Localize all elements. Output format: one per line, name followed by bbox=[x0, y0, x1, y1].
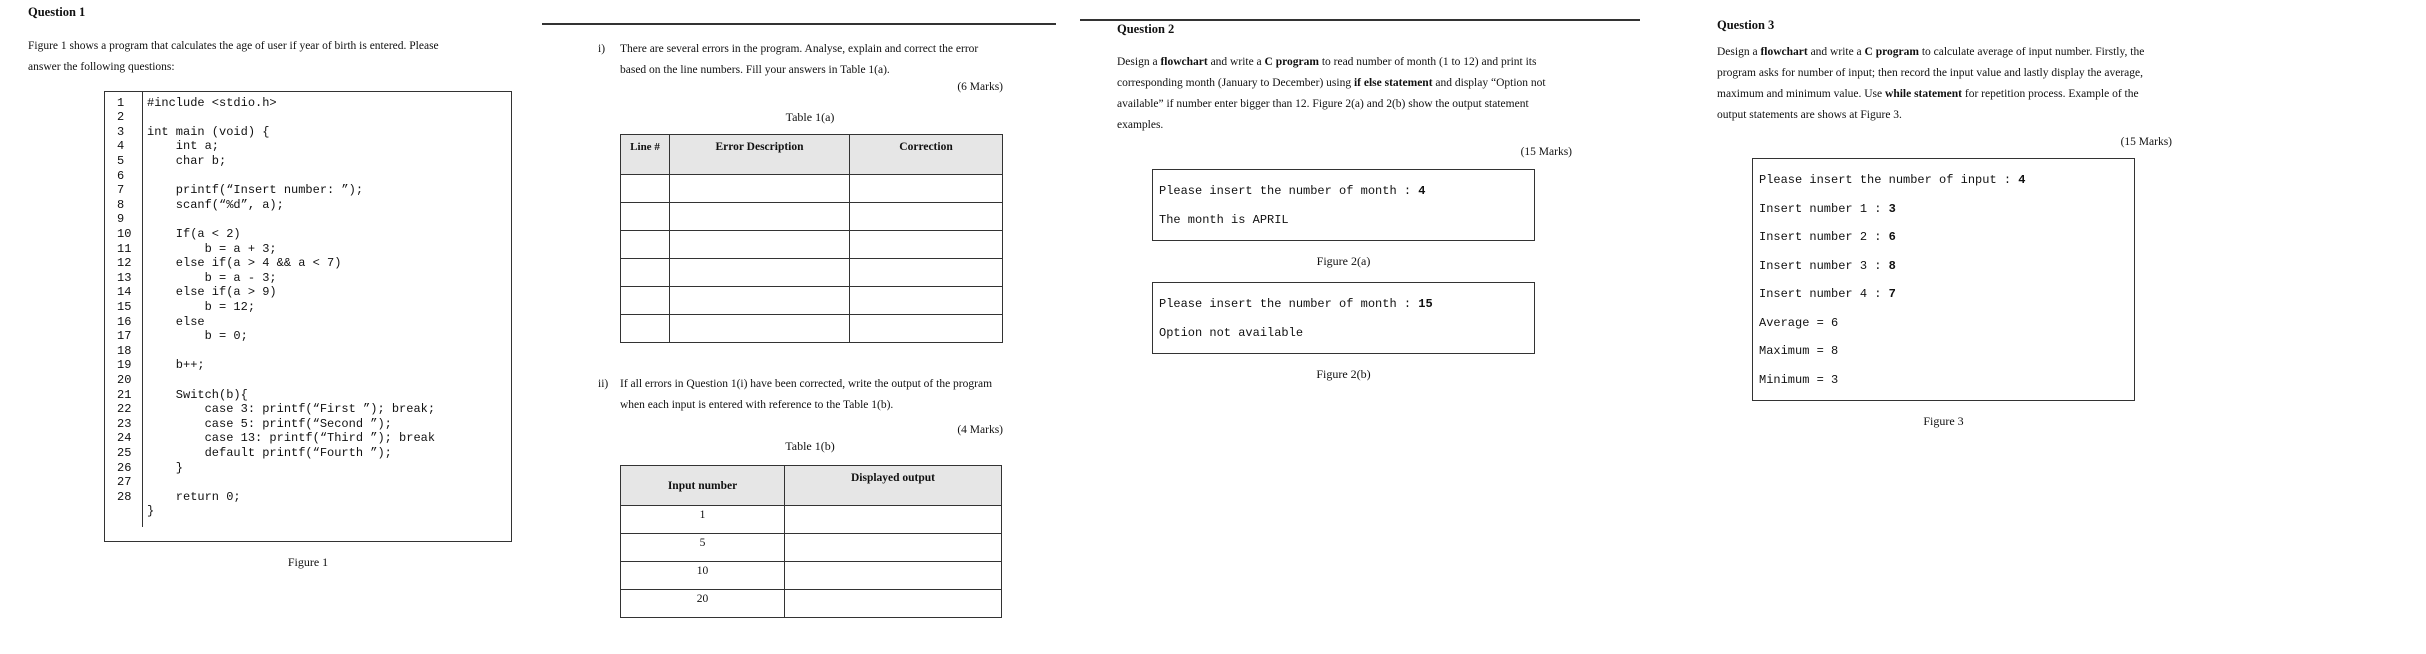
answer-cell[interactable] bbox=[670, 259, 850, 287]
figure-3-minimum: Minimum = 3 bbox=[1759, 373, 1839, 387]
q2-marks: (15 Marks) bbox=[1520, 146, 1572, 158]
q3-line3: maximum and minimum value. Use while statement for repetition process. Example of the bbox=[1717, 88, 2139, 100]
answer-cell[interactable] bbox=[621, 259, 670, 287]
code-line-number: 26 bbox=[117, 460, 132, 475]
code-line-text: b = a + 3; bbox=[147, 241, 277, 256]
q2-line4: examples. bbox=[1117, 119, 1164, 131]
q1-part-ii-line2: when each input is entered with reference to the Table 1(b). bbox=[620, 399, 894, 411]
code-line-number: 22 bbox=[117, 402, 132, 417]
table-1a-row bbox=[621, 259, 1003, 287]
code-line-text: If(a < 2) bbox=[147, 226, 241, 241]
q1-part-i-line2: based on the line numbers. Fill your answers in Table 1(a). bbox=[620, 64, 890, 76]
table-1b-row bbox=[621, 506, 1002, 534]
table-1b-header-input: Input number bbox=[621, 466, 785, 506]
q3-line4: output statements are shows at Figure 3. bbox=[1717, 109, 1902, 121]
table-1a-row bbox=[621, 175, 1003, 203]
q3-heading: Question 3 bbox=[1717, 18, 1775, 32]
q3-line1: Design a flowchart and write a C program to calculate average of input number. Firstly, the bbox=[1717, 46, 2145, 58]
table-1b bbox=[620, 465, 1002, 618]
figure-3-caption: Figure 3 bbox=[1923, 414, 1964, 428]
table-1a-row bbox=[621, 203, 1003, 231]
answer-cell[interactable] bbox=[850, 259, 1003, 287]
code-line-number: 7 bbox=[117, 183, 125, 198]
q2-line3: available” if number enter bigger than 12. Figure 2(a) and 2(b) show the output statement bbox=[1117, 98, 1529, 110]
figure-2b-output-box bbox=[1152, 282, 1535, 354]
code-line-text: } bbox=[147, 504, 155, 519]
code-line-text: else bbox=[147, 314, 205, 329]
code-line-number: 19 bbox=[117, 358, 132, 373]
output-answer-cell[interactable] bbox=[785, 590, 1002, 618]
code-line-number: 16 bbox=[117, 314, 132, 329]
code-line-number: 3 bbox=[117, 124, 125, 139]
table-1a-row bbox=[621, 231, 1003, 259]
figure-3-maximum: Maximum = 8 bbox=[1759, 344, 1839, 358]
code-line-number: 4 bbox=[117, 139, 125, 154]
figure-2a-result: The month is APRIL bbox=[1159, 213, 1289, 227]
code-line-text: char b; bbox=[147, 153, 227, 168]
code-line-number: 11 bbox=[117, 241, 132, 256]
code-line-text: case 13: printf(“Third ”); break bbox=[147, 431, 436, 446]
code-line-text: else if(a > 4 && a < 7) bbox=[147, 256, 342, 271]
code-line-text: b = 0; bbox=[147, 329, 248, 344]
answer-cell[interactable] bbox=[670, 231, 850, 259]
figure-2a-caption: Figure 2(a) bbox=[1316, 254, 1371, 268]
figure-1-caption: Figure 1 bbox=[287, 555, 329, 569]
table-1b-row bbox=[621, 534, 1002, 562]
q2-line1: Design a flowchart and write a C program to read number of month (1 to 12) and print its bbox=[1117, 56, 1537, 68]
code-line-number: 25 bbox=[117, 445, 132, 460]
q1-part-ii-marks: (4 Marks) bbox=[957, 424, 1003, 436]
answer-cell[interactable] bbox=[621, 231, 670, 259]
code-line-text: int main (void) { bbox=[147, 124, 270, 139]
code-line-number: 6 bbox=[117, 168, 125, 183]
q2-heading: Question 2 bbox=[1117, 22, 1175, 36]
code-line-text: Switch(b){ bbox=[147, 387, 248, 402]
q1-part-i-label: i) bbox=[598, 43, 606, 55]
output-answer-cell[interactable] bbox=[785, 562, 1002, 590]
input-number-cell: 20 bbox=[621, 590, 785, 618]
q1-part-ii-line1: If all errors in Question 1(i) have been corrected, write the output of the program bbox=[620, 378, 993, 390]
code-line-number: 17 bbox=[117, 329, 132, 344]
code-line-text: printf(“Insert number: ”); bbox=[147, 183, 364, 198]
table-1b-row bbox=[621, 590, 1002, 618]
code-line-number: 20 bbox=[117, 372, 132, 387]
answer-cell[interactable] bbox=[621, 287, 670, 315]
code-line-text: else if(a > 9) bbox=[147, 285, 277, 300]
code-line-number: 15 bbox=[117, 299, 132, 314]
code-line-number: 23 bbox=[117, 416, 132, 431]
answer-cell[interactable] bbox=[670, 203, 850, 231]
figure-3-prompt: Please insert the number of input : 4 bbox=[1759, 173, 2026, 187]
code-line-number: 1 bbox=[117, 95, 125, 110]
code-line-divider bbox=[142, 92, 143, 527]
answer-cell[interactable] bbox=[621, 315, 670, 343]
figure-2b-caption: Figure 2(b) bbox=[1316, 367, 1371, 381]
figure-2a-output-box bbox=[1152, 169, 1535, 241]
code-line-number: 2 bbox=[117, 110, 125, 125]
answer-cell[interactable] bbox=[621, 175, 670, 203]
answer-cell[interactable] bbox=[850, 287, 1003, 315]
figure-3-output-box bbox=[1752, 158, 2135, 401]
table-1b-row bbox=[621, 562, 1002, 590]
code-line-text: int a; bbox=[147, 139, 220, 154]
q1-intro-line1: Figure 1 shows a program that calculates the age of user if year of birth is entered. Please bbox=[28, 40, 439, 52]
code-line-number: 10 bbox=[117, 226, 132, 241]
code-line-number: 9 bbox=[117, 212, 125, 227]
code-line-text: case 5: printf(“Second ”); bbox=[147, 416, 392, 431]
code-line-text: b = 12; bbox=[147, 299, 256, 314]
answer-cell[interactable] bbox=[850, 315, 1003, 343]
q1-heading: Question 1 bbox=[28, 5, 86, 19]
output-answer-cell[interactable] bbox=[785, 506, 1002, 534]
figure-2a-prompt: Please insert the number of month : 4 bbox=[1159, 184, 1426, 198]
code-line-text: b++; bbox=[147, 358, 205, 373]
code-line-text: case 3: printf(“First ”); break; bbox=[147, 402, 436, 417]
figure-3-input-1: Insert number 1 : 3 bbox=[1759, 202, 1896, 216]
figure-3-input-4: Insert number 4 : 7 bbox=[1759, 287, 1896, 301]
answer-cell[interactable] bbox=[850, 203, 1003, 231]
figure-2b-result: Option not available bbox=[1159, 326, 1304, 340]
table-1a-row bbox=[621, 315, 1003, 343]
page-2-top-rule bbox=[542, 23, 1056, 25]
q1-part-ii-label: ii) bbox=[598, 378, 609, 390]
figure-2b-prompt: Please insert the number of month : 15 bbox=[1159, 297, 1433, 311]
figure-1-code-box bbox=[104, 91, 512, 542]
table-1a-row bbox=[621, 287, 1003, 315]
table-1a-header-line: Line # bbox=[621, 135, 670, 175]
input-number-cell: 1 bbox=[621, 506, 785, 534]
code-line-number: 12 bbox=[117, 256, 132, 271]
table-1b-caption: Table 1(b) bbox=[785, 439, 835, 453]
answer-cell[interactable] bbox=[850, 175, 1003, 203]
q1-intro-line2: answer the following questions: bbox=[28, 61, 175, 73]
q1-part-i-marks: (6 Marks) bbox=[957, 81, 1003, 93]
table-1a-header-correction: Correction bbox=[850, 135, 1003, 175]
input-number-cell: 5 bbox=[621, 534, 785, 562]
code-line-number: 27 bbox=[117, 475, 132, 490]
output-answer-cell[interactable] bbox=[785, 534, 1002, 562]
table-1a-caption: Table 1(a) bbox=[785, 110, 835, 124]
answer-cell[interactable] bbox=[850, 231, 1003, 259]
code-line-number: 13 bbox=[117, 270, 132, 285]
code-line-number: 24 bbox=[117, 431, 132, 446]
code-line-number: 5 bbox=[117, 153, 125, 168]
q3-line2: program asks for number of input; then record the input value and lastly display the average, bbox=[1717, 67, 2144, 79]
q2-line2: corresponding month (January to December) using if else statement and display “Option not bbox=[1117, 77, 1546, 89]
page-3-top-rule bbox=[1080, 19, 1640, 21]
code-line-text: b = a - 3; bbox=[147, 270, 277, 285]
code-line-number: 14 bbox=[117, 285, 132, 300]
answer-cell[interactable] bbox=[670, 287, 850, 315]
answer-cell[interactable] bbox=[670, 315, 850, 343]
code-line-text: scanf(“%d”, a); bbox=[147, 197, 284, 212]
code-line-text: return 0; bbox=[147, 489, 241, 504]
table-1a bbox=[620, 134, 1003, 343]
code-line-number: 8 bbox=[117, 197, 125, 212]
table-1b-header-output: Displayed output bbox=[785, 466, 1002, 506]
code-line-number: 28 bbox=[117, 489, 132, 504]
input-number-cell: 10 bbox=[621, 562, 785, 590]
q3-marks: (15 Marks) bbox=[2120, 136, 2172, 148]
code-line-text: } bbox=[147, 460, 184, 475]
answer-cell[interactable] bbox=[670, 175, 850, 203]
figure-3-average: Average = 6 bbox=[1759, 316, 1839, 330]
answer-cell[interactable] bbox=[621, 203, 670, 231]
code-line-number: 21 bbox=[117, 387, 132, 402]
code-line-text: #include <stdio.h> bbox=[147, 95, 277, 110]
code-line-number: 18 bbox=[117, 343, 132, 358]
figure-3-input-3: Insert number 3 : 8 bbox=[1759, 259, 1896, 273]
code-line-text: default printf(“Fourth ”); bbox=[147, 445, 392, 460]
figure-3-input-2: Insert number 2 : 6 bbox=[1759, 230, 1896, 244]
table-1a-header-error: Error Description bbox=[670, 135, 850, 175]
q1-part-i-line1: There are several errors in the program. Analyse, explain and correct the error bbox=[620, 43, 979, 55]
